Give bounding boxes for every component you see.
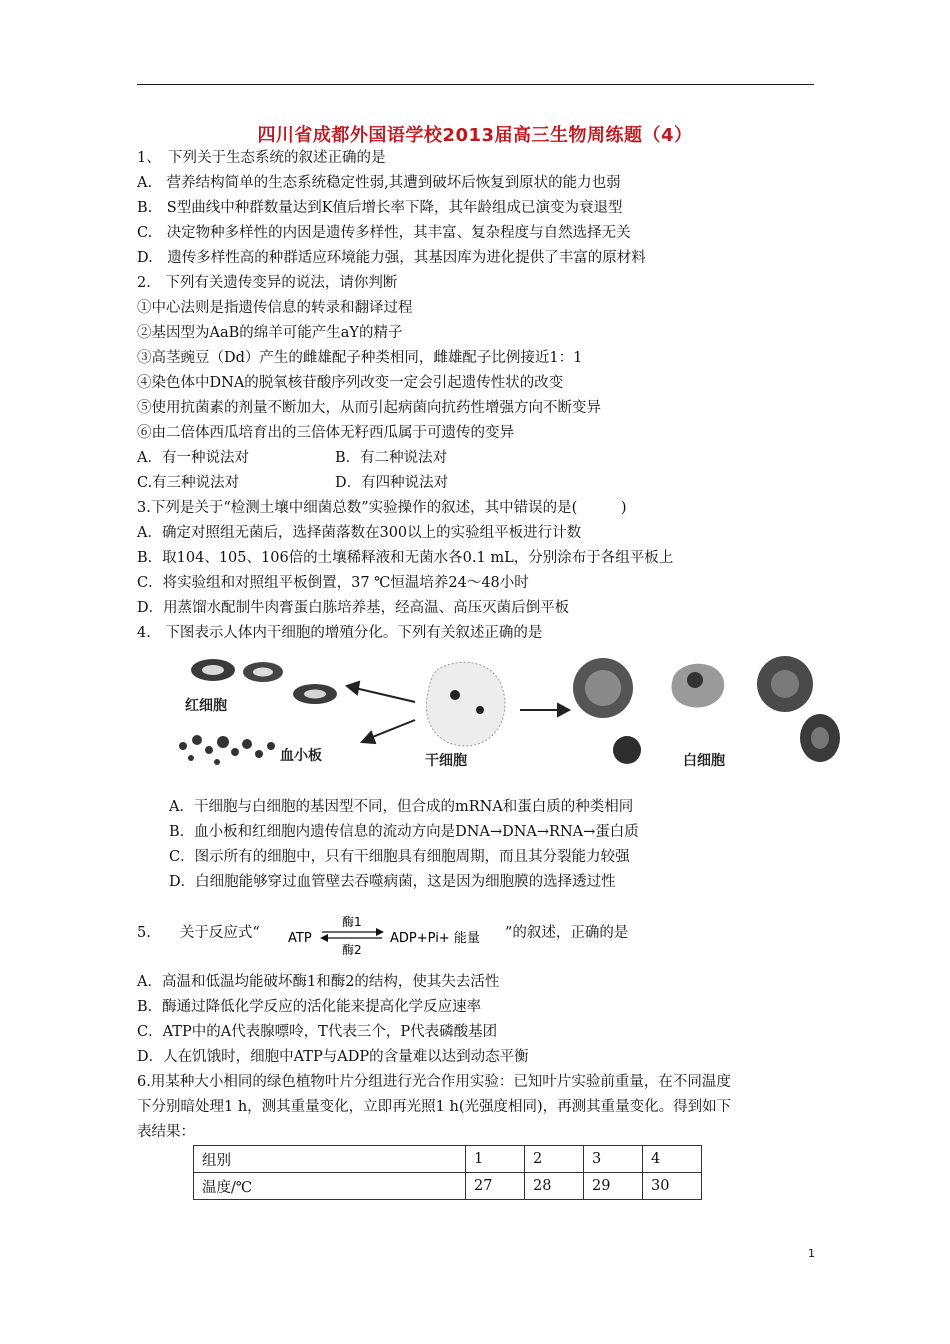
table-row: [194, 1173, 702, 1200]
q1-stem: 1、 下列关于生态系统的叙述正确的是: [137, 150, 386, 166]
q2-stem: 2. 下列有关遗传变异的说法，请你判断: [137, 275, 398, 291]
table-cell: 温度/℃: [194, 1173, 466, 1200]
table-cell: 30: [643, 1173, 702, 1200]
table-cell: 1: [466, 1146, 525, 1173]
q1-option-b: B. S型曲线中种群数量达到K值后增长率下降，其年龄组成已演变为衰退型: [137, 200, 623, 216]
q6-line-2: 下分别暗处理1 h，测其重量变化，立即再光照1 h(光强度相同)，再测其重量变化。得到如下: [137, 1099, 732, 1115]
reverse-arrow-icon: [320, 934, 328, 942]
q2-option-d: D．有四种说法对: [335, 475, 449, 491]
platelet-label: 血小板: [280, 748, 322, 764]
page-number: 1: [808, 1247, 815, 1260]
q6-line-1: 6.用某种大小相同的绿色植物叶片分组进行光合作用实验：已知叶片实验前重量，在不同温度: [137, 1074, 731, 1090]
table-cell: 4: [643, 1146, 702, 1173]
q5-option-d: D．人在饥饿时，细胞中ATP与ADP的含量难以达到动态平衡: [137, 1049, 529, 1065]
q3-option-a: A．确定对照组无菌后，选择菌落数在300以上的实验组平板进行计数: [137, 525, 582, 541]
adp-text: ADP+Pi+ 能量: [390, 931, 480, 946]
stem-cell-illustration: [426, 662, 505, 746]
q2-item-2: ②基因型为AaB的绵羊可能产生aY的精子: [137, 325, 403, 341]
q2-item-6: ⑥由二倍体西瓜培育出的三倍体无籽西瓜属于可遗传的变异: [137, 425, 514, 441]
q5-prefix: 5. 关于反应式“: [137, 925, 260, 941]
q3-option-c: C．将实验组和对照组平板倒置，37 ℃恒温培养24～48小时: [137, 575, 529, 591]
table-cell: 29: [584, 1173, 643, 1200]
q3-option-b: B．取104、105、106倍的土壤稀释液和无菌水各0.1 mL，分别涂布于各组平板上: [137, 550, 674, 566]
table-row: [194, 1146, 702, 1173]
q3-option-d: D．用蒸馏水配制牛肉膏蛋白胨培养基，经高温、高压灭菌后倒平板: [137, 600, 570, 616]
q1-option-c: C. 决定物种多样性的内因是遗传多样性，其丰富、复杂程度与自然选择无关: [137, 225, 631, 241]
stem-cell-label: 干细胞: [425, 753, 467, 769]
table-cell: 28: [525, 1173, 584, 1200]
atp-text: ATP: [288, 931, 312, 946]
q4-option-a: A．干细胞与白细胞的基因型不同，但合成的mRNA和蛋白质的种类相同: [169, 799, 634, 815]
q2-option-b: B．有二种说法对: [335, 450, 448, 466]
q4-stem: 4. 下图表示人体内干细胞的增殖分化。下列有关叙述正确的是: [137, 625, 543, 641]
atp-reaction-equation: [270, 914, 700, 958]
q5-option-b: B．酶通过降低化学反应的活化能来提高化学反应速率: [137, 999, 482, 1015]
q6-results-table: [193, 1145, 702, 1200]
table-cell: 3: [584, 1146, 643, 1173]
table-cell: 组别: [194, 1146, 466, 1173]
q5-suffix: ”的叙述，正确的是: [505, 925, 629, 941]
table-cell: 2: [525, 1146, 584, 1173]
q2-option-a: A．有一种说法对: [137, 450, 249, 466]
q1-option-a: A. 营养结构简单的生态系统稳定性弱,其遭到破坏后恢复到原状的能力也弱: [137, 175, 621, 191]
q5-option-c: C．ATP中的A代表腺嘌呤，T代表三个，P代表磷酸基团: [137, 1024, 498, 1040]
forward-arrow-icon: [376, 928, 384, 936]
page-title: 四川省成都外国语学校2013届高三生物周练题（4）: [257, 125, 693, 146]
enzyme1-label: 酶1: [342, 915, 362, 929]
q2-item-3: ③高茎豌豆（Dd）产生的雌雄配子种类相同，雌雄配子比例接近1：1: [137, 350, 583, 366]
platelet-illustration: [179, 735, 275, 765]
white-blood-cell-label: 白细胞: [683, 753, 725, 769]
stem-cell-differentiation-figure: [175, 650, 845, 780]
q2-item-5: ⑤使用抗菌素的剂量不断加大，从而引起病菌向抗药性增强方向不断变异: [137, 400, 601, 416]
red-blood-cell-label: 红细胞: [185, 698, 227, 714]
q2-item-1: ①中心法则是指遗传信息的转录和翻译过程: [137, 300, 413, 316]
q2-item-4: ④染色体中DNA的脱氧核苷酸序列改变一定会引起遗传性状的改变: [137, 375, 564, 391]
q1-option-d: D. 遗传多样性高的种群适应环境能力强，其基因库为进化提供了丰富的原材料: [137, 250, 646, 266]
q5-option-a: A．高温和低温均能破坏酶1和酶2的结构，使其失去活性: [137, 974, 500, 990]
white-blood-cell-illustration: [573, 656, 840, 764]
table-cell: 27: [466, 1173, 525, 1200]
header-rule: [137, 84, 814, 85]
q4-option-c: C．图示所有的细胞中，只有干细胞具有细胞周期，而且其分裂能力较强: [169, 849, 630, 865]
q6-line-3: 表结果：: [137, 1124, 195, 1140]
q3-stem: 3.下列是关于“检测土壤中细菌总数”实验操作的叙述，其中错误的是( ): [137, 500, 627, 516]
enzyme2-label: 酶2: [342, 943, 362, 957]
q2-option-c: C.有三种说法对: [137, 475, 240, 491]
q4-option-b: B．血小板和红细胞内遗传信息的流动方向是DNA→DNA→RNA→蛋白质: [169, 824, 639, 840]
q4-option-d: D．白细胞能够穿过血管壁去吞噬病菌，这是因为细胞膜的选择透过性: [169, 874, 616, 890]
